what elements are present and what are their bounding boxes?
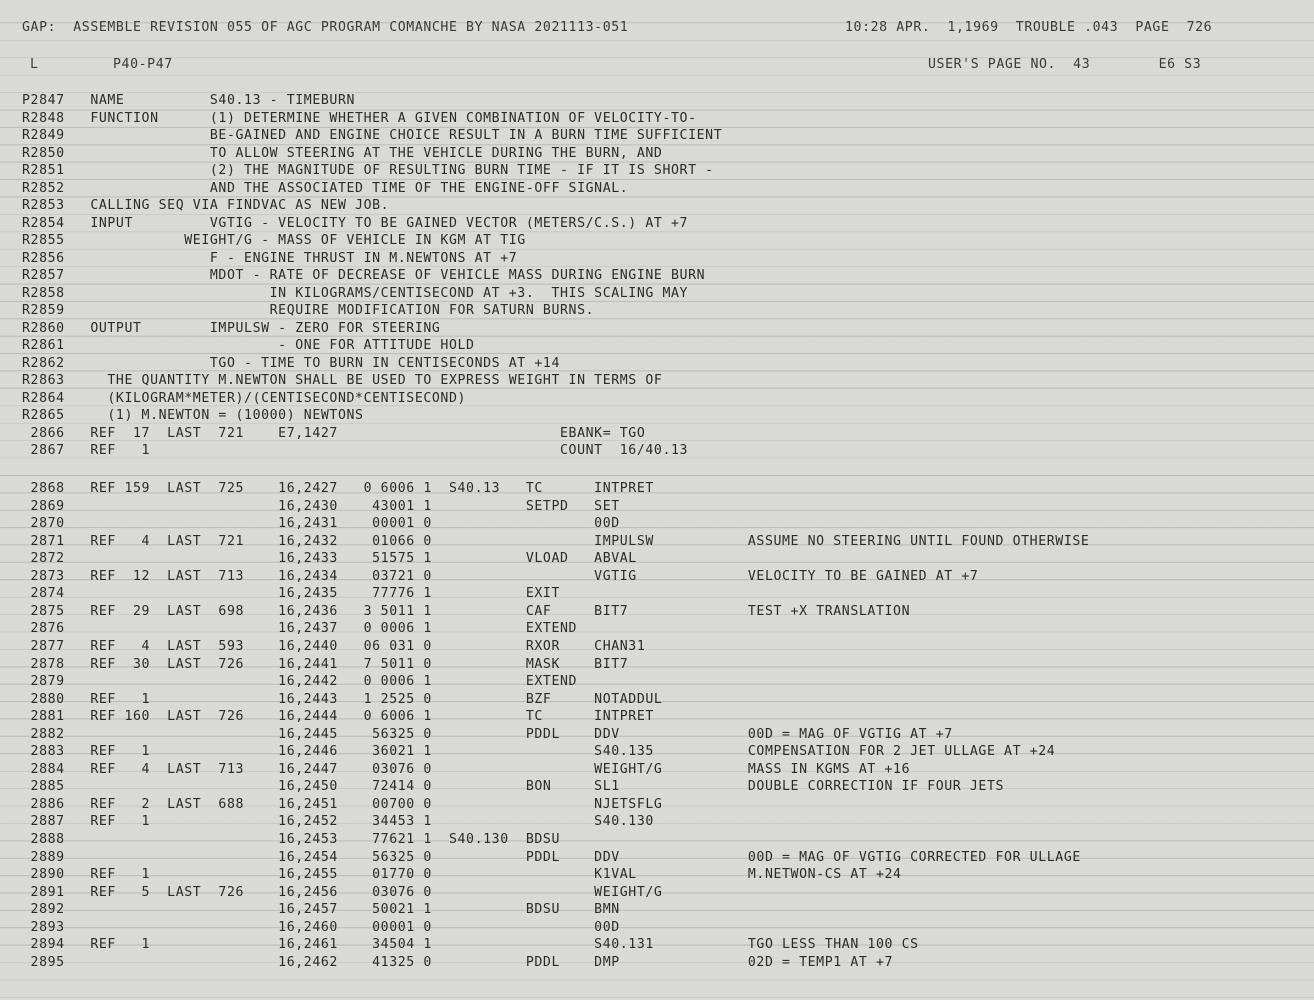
listing-line: 2874 16,2435 77776 1 EXIT [22,586,560,602]
listing-line: R2855 WEIGHT/G - MASS OF VEHICLE IN KGM AT TIG [22,233,526,248]
listing-line: R2865 (1) M.NEWTON = (10000) NEWTONS [22,408,364,423]
listing-line: 2869 16,2430 43001 1 SETPD SET [22,498,620,514]
listing-line: 2879 16,2442 0 0006 1 EXTEND [22,674,578,690]
listing-line: 2873 REF 12 LAST 713 16,2434 03721 0 VGTIG VELOCITY TO BE GAINED AT +7 [22,568,979,584]
listing-line: 2871 REF 4 LAST 721 16,2432 01066 0 IMPULSW ASSUME NO STEERING UNTIL FOUND OTHERWISE [22,533,1090,549]
listing-line: 2895 16,2462 41325 0 PDDL DMP 02D = TEMP1 AT +7 [22,954,894,970]
listing-line: 2887 REF 1 16,2452 34453 1 S40.130 [22,814,654,830]
listing-line: R2857 MDOT - RATE OF DECREASE OF VEHICLE MASS DURING ENGINE BURN [22,268,706,283]
subheader-program-range: P40-P47 [113,57,173,72]
header-title: GAP: ASSEMBLE REVISION 055 OF AGC PROGRAM COMANCHE BY NASA 2021113-051 [22,20,629,35]
listing-line: R2853 CALLING SEQ VIA FINDVAC AS NEW JOB. [22,198,390,213]
listing-line: 2866 REF 17 LAST 721 E7,1427 EBANK= TGO [22,425,646,441]
listing-line: 2890 REF 1 16,2455 01770 0 K1VAL M.NETWON-CS AT +24 [22,867,902,883]
listing-line: 2884 REF 4 LAST 713 16,2447 03076 0 WEIGHT/G MASS IN KGMS AT +16 [22,761,911,777]
listing-line: R2852 AND THE ASSOCIATED TIME OF THE ENGINE-OFF SIGNAL. [22,180,629,196]
listing-line: R2848 FUNCTION (1) DETERMINE WHETHER A GIVEN COMBINATION OF VELOCITY-TO- [22,110,697,126]
listing-line: 2867 REF 1 COUNT 16/40.13 [22,443,689,458]
listing-line: P2847 NAME S40.13 - TIMEBURN [22,93,356,108]
listing-line: R2850 TO ALLOW STEERING AT THE VEHICLE DURING THE BURN, AND [22,145,663,161]
listing-line: 2891 REF 5 LAST 726 16,2456 03076 0 WEIGHT/G [22,884,663,900]
listing-line: 2892 16,2457 50021 1 BDSU BMN [22,902,620,918]
listing-line: 2880 REF 1 16,2443 1 2525 0 BZF NOTADDUL [22,691,663,707]
listing-line: 2877 REF 4 LAST 593 16,2440 06 031 0 RXOR CHAN31 [22,638,646,654]
listing-line: 2893 16,2460 00001 0 00D [22,919,620,935]
listing-line: 2888 16,2453 77621 1 S40.130 BDSU [22,832,560,847]
listing-line: R2860 OUTPUT IMPULSW - ZERO FOR STEERING [22,320,441,336]
listing-line: R2849 BE-GAINED AND ENGINE CHOICE RESULT IN A BURN TIME SUFFICIENT [22,128,723,143]
listing-line: 2872 16,2433 51575 1 VLOAD ABVAL [22,551,637,567]
listing-line: R2861 - ONE FOR ATTITUDE HOLD [22,338,475,353]
listing-line: R2851 (2) THE MAGNITUDE OF RESULTING BURN TIME - IF IT IS SHORT - [22,163,714,178]
listing-line: 2885 16,2450 72414 0 BON SL1 DOUBLE CORRECTION IF FOUR JETS [22,779,1005,795]
listing-line: 2870 16,2431 00001 0 00D [22,516,620,532]
subheader-log-section: L [30,57,39,72]
listing-line: R2863 THE QUANTITY M.NEWTON SHALL BE USED TO EXPRESS WEIGHT IN TERMS OF [22,373,663,388]
listing-line: 2881 REF 160 LAST 726 16,2444 0 6006 1 TC INTPRET [22,709,654,725]
listing-line: R2856 F - ENGINE THRUST IN M.NEWTONS AT +7 [22,250,518,266]
listing-line: 2882 16,2445 56325 0 PDDL DDV 00D = MAG OF VGTIG AT +7 [22,726,953,742]
listing-line: 2883 REF 1 16,2446 36021 1 S40.135 COMPENSATION FOR 2 JET ULLAGE AT +24 [22,744,1056,760]
listing-line: R2858 IN KILOGRAMS/CENTISECOND AT +3. THIS SCALING MAY [22,285,689,301]
listing-line: 2886 REF 2 LAST 688 16,2451 00700 0 NJETSFLG [22,796,663,812]
listing-line: 2868 REF 159 LAST 725 16,2427 0 6006 1 S40.13 TC INTPRET [22,481,654,496]
listing-line: R2859 REQUIRE MODIFICATION FOR SATURN BURNS. [22,303,595,318]
header-date-page: 10:28 APR. 1,1969 TROUBLE .043 PAGE 726 [845,20,1213,35]
subheader-user-page: USER'S PAGE NO. 43 E6 S3 [928,57,1202,72]
listing-line: 2894 REF 1 16,2461 34504 1 S40.131 TGO LESS THAN 100 CS [22,937,919,953]
listing-line: 2875 REF 29 LAST 698 16,2436 3 5011 1 CAF BIT7 TEST +X TRANSLATION [22,603,911,619]
listing-line: R2864 (KILOGRAM*METER)/(CENTISECOND*CENTISECOND) [22,390,467,406]
listing-line: 2876 16,2437 0 0006 1 EXTEND [22,621,578,637]
listing-line: 2878 REF 30 LAST 726 16,2441 7 5011 0 MASK BIT7 [22,656,629,672]
listing-line: R2854 INPUT VGTIG - VELOCITY TO BE GAINED VECTOR (METERS/C.S.) AT +7 [22,215,689,231]
listing-line: R2862 TGO - TIME TO BURN IN CENTISECONDS AT +14 [22,355,560,371]
listing-line: 2889 16,2454 56325 0 PDDL DDV 00D = MAG OF VGTIG CORRECTED FOR ULLAGE [22,849,1081,865]
